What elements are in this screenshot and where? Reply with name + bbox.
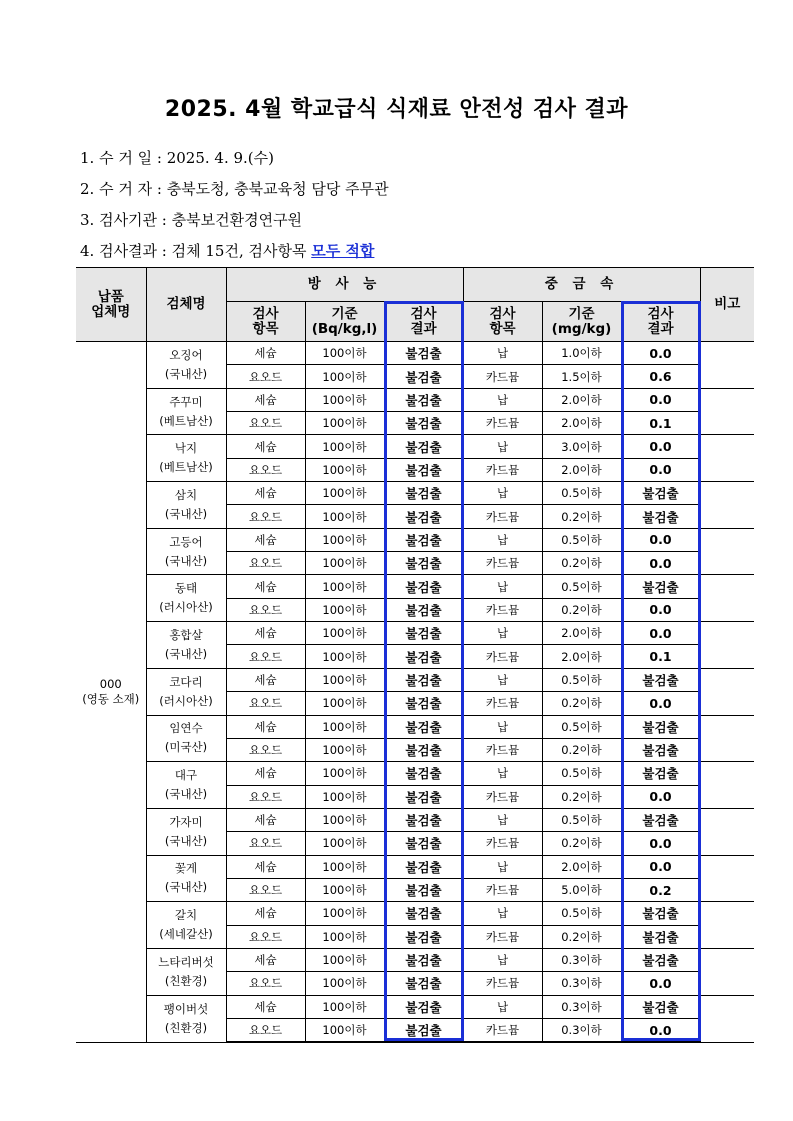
info-line-result [80, 240, 374, 261]
metal-cell: 0.0 [621, 342, 700, 365]
metal-cell: 카드뮴 [463, 738, 542, 761]
info-line-lab [80, 209, 302, 230]
radio-cell: 100이하 [305, 528, 384, 551]
metal-cell: 카드뮴 [463, 878, 542, 901]
metal-cell: 0.5이하 [542, 482, 621, 505]
note-cell [700, 668, 754, 715]
radio-cell: 100이하 [305, 505, 384, 528]
radio-cell: 불검출 [384, 948, 463, 971]
note-cell [700, 482, 754, 529]
metal-cell: 0.0 [621, 528, 700, 551]
metal-cell: 0.2이하 [542, 552, 621, 575]
radio-cell: 불검출 [384, 668, 463, 691]
radio-cell: 불검출 [384, 435, 463, 458]
note-cell [700, 388, 754, 435]
radio-cell: 요오드 [226, 738, 305, 761]
table-row [76, 808, 754, 831]
radio-cell: 불검출 [384, 808, 463, 831]
metal-cell: 불검출 [621, 925, 700, 948]
metal-cell: 0.6 [621, 365, 700, 388]
metal-cell: 불검출 [621, 505, 700, 528]
metal-cell: 0.2이하 [542, 692, 621, 715]
metal-cell: 불검출 [621, 482, 700, 505]
metal-cell: 카드뮴 [463, 365, 542, 388]
metal-cell: 불검출 [621, 808, 700, 831]
metal-cell: 0.2이하 [542, 505, 621, 528]
radio-cell: 요오드 [226, 645, 305, 668]
metal-cell: 카드뮴 [463, 505, 542, 528]
radio-cell: 100이하 [305, 948, 384, 971]
header-heavy-metal: 중 금 속 [463, 268, 700, 302]
sample-name-cell: 꽃게 (국내산) [146, 855, 226, 902]
metal-cell: 납 [463, 388, 542, 411]
radio-cell: 100이하 [305, 482, 384, 505]
table-row [76, 575, 754, 598]
header-note: 비고 [700, 268, 754, 342]
radio-cell: 불검출 [384, 622, 463, 645]
radio-cell: 불검출 [384, 575, 463, 598]
table-row [76, 528, 754, 551]
note-cell [700, 902, 754, 949]
metal-cell: 0.1 [621, 645, 700, 668]
info-value: 검체 15건, 검사항목 [171, 242, 312, 260]
radio-cell: 100이하 [305, 925, 384, 948]
metal-cell: 납 [463, 762, 542, 785]
metal-cell: 0.0 [621, 435, 700, 458]
radio-cell: 불검출 [384, 458, 463, 481]
metal-cell: 납 [463, 622, 542, 645]
radio-cell: 세슘 [226, 482, 305, 505]
note-cell [700, 342, 754, 389]
metal-cell: 0.3이하 [542, 1018, 621, 1042]
metal-cell: 0.2이하 [542, 925, 621, 948]
radio-cell: 세슘 [226, 902, 305, 925]
metal-cell: 2.0이하 [542, 622, 621, 645]
info-value: 2025. 4. 9.(수) [166, 149, 274, 167]
radio-cell: 불검출 [384, 645, 463, 668]
metal-cell: 0.2 [621, 878, 700, 901]
radio-cell: 100이하 [305, 832, 384, 855]
radio-cell: 세슘 [226, 948, 305, 971]
metal-cell: 카드뮴 [463, 925, 542, 948]
metal-cell: 2.0이하 [542, 412, 621, 435]
note-cell [700, 575, 754, 622]
header-metal-item: 검사 항목 [463, 302, 542, 342]
radio-cell: 불검출 [384, 902, 463, 925]
radio-cell: 세슘 [226, 435, 305, 458]
metal-cell: 0.5이하 [542, 528, 621, 551]
radio-cell: 세슘 [226, 388, 305, 411]
note-cell [700, 855, 754, 902]
radio-cell: 요오드 [226, 1018, 305, 1042]
metal-cell: 납 [463, 948, 542, 971]
radio-cell: 불검출 [384, 995, 463, 1018]
metal-cell: 0.0 [621, 785, 700, 808]
sample-name-cell: 홍합살 (국내산) [146, 622, 226, 669]
table-row [76, 482, 754, 505]
metal-cell: 납 [463, 715, 542, 738]
radio-cell: 불검출 [384, 832, 463, 855]
radio-cell: 불검출 [384, 482, 463, 505]
metal-cell: 0.2이하 [542, 598, 621, 621]
metal-cell: 2.0이하 [542, 855, 621, 878]
page-title: 2025. 4월 학교급식 식재료 안전성 검사 결과 [164, 97, 629, 122]
note-cell [700, 808, 754, 855]
metal-cell: 카드뮴 [463, 552, 542, 575]
radio-cell: 세슘 [226, 528, 305, 551]
metal-cell: 0.0 [621, 972, 700, 995]
radio-cell: 세슘 [226, 342, 305, 365]
table-row [76, 762, 754, 785]
metal-cell: 카드뮴 [463, 972, 542, 995]
radio-cell: 세슘 [226, 808, 305, 831]
sample-name-cell: 가자미 (국내산) [146, 808, 226, 855]
metal-cell: 불검출 [621, 762, 700, 785]
sample-name-cell: 낙지 (베트남산) [146, 435, 226, 482]
note-cell [700, 715, 754, 762]
header-radio-result: 검사 결과 [384, 302, 463, 342]
radio-cell: 100이하 [305, 342, 384, 365]
table-row [76, 435, 754, 458]
table-row [76, 995, 754, 1018]
metal-cell: 0.0 [621, 552, 700, 575]
radio-cell: 세슘 [226, 855, 305, 878]
metal-cell: 0.0 [621, 458, 700, 481]
radio-cell: 100이하 [305, 738, 384, 761]
metal-cell: 불검출 [621, 995, 700, 1018]
info-value: 충북보건환경연구원 [171, 211, 303, 229]
radio-cell: 불검출 [384, 365, 463, 388]
radio-cell: 세슘 [226, 995, 305, 1018]
info-label: 3. 검사기관 : [80, 211, 172, 229]
header-radio-standard: 기준 (Bq/kg,l) [305, 302, 384, 342]
metal-cell: 0.0 [621, 855, 700, 878]
radio-cell: 세슘 [226, 762, 305, 785]
radio-cell: 세슘 [226, 715, 305, 738]
radio-cell: 불검출 [384, 925, 463, 948]
radio-cell: 불검출 [384, 715, 463, 738]
radio-cell: 100이하 [305, 435, 384, 458]
radio-cell: 불검출 [384, 412, 463, 435]
metal-cell: 0.0 [621, 1018, 700, 1042]
radio-cell: 100이하 [305, 715, 384, 738]
sample-name-cell: 오징어 (국내산) [146, 342, 226, 389]
radio-cell: 100이하 [305, 575, 384, 598]
table-row [76, 948, 754, 971]
radio-cell: 100이하 [305, 552, 384, 575]
metal-cell: 2.0이하 [542, 458, 621, 481]
metal-cell: 1.5이하 [542, 365, 621, 388]
radio-cell: 100이하 [305, 668, 384, 691]
note-cell [700, 948, 754, 995]
metal-cell: 카드뮴 [463, 412, 542, 435]
metal-cell: 납 [463, 575, 542, 598]
metal-cell: 3.0이하 [542, 435, 621, 458]
radio-cell: 100이하 [305, 762, 384, 785]
sample-name-cell: 느타리버섯 (친환경) [146, 948, 226, 995]
radio-cell: 불검출 [384, 762, 463, 785]
note-cell [700, 435, 754, 482]
metal-cell: 2.0이하 [542, 388, 621, 411]
metal-cell: 0.5이하 [542, 762, 621, 785]
radio-cell: 100이하 [305, 598, 384, 621]
sample-name-cell: 대구 (국내산) [146, 762, 226, 809]
table-row [76, 622, 754, 645]
metal-cell: 불검출 [621, 715, 700, 738]
metal-cell: 카드뮴 [463, 1018, 542, 1042]
metal-cell: 0.3이하 [542, 948, 621, 971]
header-metal-result: 검사 결과 [621, 302, 700, 342]
metal-cell: 카드뮴 [463, 692, 542, 715]
radio-cell: 요오드 [226, 598, 305, 621]
metal-cell: 납 [463, 528, 542, 551]
metal-cell: 0.1 [621, 412, 700, 435]
header-radioactivity: 방 사 능 [226, 268, 463, 302]
radio-cell: 요오드 [226, 925, 305, 948]
metal-cell: 납 [463, 668, 542, 691]
metal-cell: 납 [463, 855, 542, 878]
radio-cell: 요오드 [226, 785, 305, 808]
sample-name-cell: 주꾸미 (베트남산) [146, 388, 226, 435]
radio-cell: 100이하 [305, 692, 384, 715]
table-row [76, 342, 754, 365]
radio-cell: 요오드 [226, 505, 305, 528]
radio-cell: 요오드 [226, 692, 305, 715]
metal-cell: 0.0 [621, 598, 700, 621]
sample-name-cell: 고등어 (국내산) [146, 528, 226, 575]
metal-cell: 납 [463, 482, 542, 505]
table-row [76, 855, 754, 878]
metal-cell: 카드뮴 [463, 832, 542, 855]
radio-cell: 100이하 [305, 808, 384, 831]
radio-cell: 100이하 [305, 878, 384, 901]
note-cell [700, 762, 754, 809]
sample-name-cell: 임연수 (미국산) [146, 715, 226, 762]
sample-name-cell: 삼치 (국내산) [146, 482, 226, 529]
metal-cell: 2.0이하 [542, 645, 621, 668]
info-label: 1. 수 거 일 : [80, 149, 167, 167]
radio-cell: 요오드 [226, 878, 305, 901]
sample-name-cell: 코다리 (러시아산) [146, 668, 226, 715]
metal-cell: 0.2이하 [542, 785, 621, 808]
metal-cell: 불검출 [621, 575, 700, 598]
radio-cell: 불검출 [384, 552, 463, 575]
radio-cell: 100이하 [305, 388, 384, 411]
metal-cell: 0.5이하 [542, 668, 621, 691]
metal-cell: 카드뮴 [463, 598, 542, 621]
table-row [76, 388, 754, 411]
radio-cell: 100이하 [305, 412, 384, 435]
metal-cell: 납 [463, 902, 542, 925]
radio-cell: 100이하 [305, 365, 384, 388]
radio-cell: 불검출 [384, 692, 463, 715]
radio-cell: 불검출 [384, 972, 463, 995]
radio-cell: 불검출 [384, 738, 463, 761]
radio-cell: 불검출 [384, 528, 463, 551]
inspection-results-table [76, 267, 754, 1043]
metal-cell: 0.0 [621, 832, 700, 855]
metal-cell: 납 [463, 342, 542, 365]
radio-cell: 100이하 [305, 902, 384, 925]
radio-cell: 불검출 [384, 598, 463, 621]
metal-cell: 불검출 [621, 902, 700, 925]
metal-cell: 0.5이하 [542, 575, 621, 598]
metal-cell: 납 [463, 995, 542, 1018]
radio-cell: 불검출 [384, 505, 463, 528]
header-radio-item: 검사 항목 [226, 302, 305, 342]
metal-cell: 0.0 [621, 622, 700, 645]
metal-cell: 카드뮴 [463, 785, 542, 808]
radio-cell: 요오드 [226, 458, 305, 481]
all-pass-highlight: 모두 적합 [311, 242, 375, 260]
radio-cell: 요오드 [226, 552, 305, 575]
radio-cell: 요오드 [226, 412, 305, 435]
radio-cell: 요오드 [226, 832, 305, 855]
metal-cell: 카드뮴 [463, 458, 542, 481]
metal-cell: 0.0 [621, 692, 700, 715]
table-body [76, 342, 754, 1043]
metal-cell: 0.2이하 [542, 832, 621, 855]
radio-cell: 불검출 [384, 388, 463, 411]
radio-cell: 불검출 [384, 1018, 463, 1042]
header-metal-standard: 기준 (mg/kg) [542, 302, 621, 342]
metal-cell: 0.3이하 [542, 995, 621, 1018]
sample-name-cell: 갈치 (세네갈산) [146, 902, 226, 949]
metal-cell: 불검출 [621, 668, 700, 691]
radio-cell: 불검출 [384, 785, 463, 808]
radio-cell: 불검출 [384, 855, 463, 878]
radio-cell: 요오드 [226, 365, 305, 388]
info-line-collector [80, 178, 389, 199]
metal-cell: 0.0 [621, 388, 700, 411]
table-row [76, 668, 754, 691]
metal-cell: 카드뮴 [463, 645, 542, 668]
metal-cell: 0.3이하 [542, 972, 621, 995]
metal-cell: 5.0이하 [542, 878, 621, 901]
radio-cell: 100이하 [305, 855, 384, 878]
table-row [76, 715, 754, 738]
metal-cell: 0.5이하 [542, 808, 621, 831]
sample-name-cell: 팽이버섯 (친환경) [146, 995, 226, 1042]
note-cell [700, 995, 754, 1042]
radio-cell: 불검출 [384, 342, 463, 365]
metal-cell: 1.0이하 [542, 342, 621, 365]
metal-cell: 불검출 [621, 738, 700, 761]
info-value: 충북도청, 충북교육청 담당 주무관 [166, 180, 389, 198]
radio-cell: 100이하 [305, 1018, 384, 1042]
info-label: 2. 수 거 자 : [80, 180, 167, 198]
radio-cell: 100이하 [305, 995, 384, 1018]
metal-cell: 납 [463, 808, 542, 831]
metal-cell: 0.2이하 [542, 738, 621, 761]
info-label: 4. 검사결과 : [80, 242, 172, 260]
metal-cell: 0.5이하 [542, 715, 621, 738]
radio-cell: 세슘 [226, 622, 305, 645]
radio-cell: 100이하 [305, 645, 384, 668]
radio-cell: 100이하 [305, 622, 384, 645]
metal-cell: 납 [463, 435, 542, 458]
radio-cell: 불검출 [384, 878, 463, 901]
table-row [76, 902, 754, 925]
supplier-cell: 000 (영동 소재) [76, 342, 146, 1043]
radio-cell: 100이하 [305, 972, 384, 995]
note-cell [700, 528, 754, 575]
metal-cell: 불검출 [621, 948, 700, 971]
metal-cell: 0.5이하 [542, 902, 621, 925]
radio-cell: 100이하 [305, 785, 384, 808]
radio-cell: 요오드 [226, 972, 305, 995]
note-cell [700, 622, 754, 669]
radio-cell: 세슘 [226, 575, 305, 598]
radio-cell: 100이하 [305, 458, 384, 481]
header-sample: 검체명 [146, 268, 226, 342]
radio-cell: 세슘 [226, 668, 305, 691]
info-line-collection-date [80, 147, 274, 168]
header-supplier: 납품 업체명 [76, 268, 146, 342]
sample-name-cell: 동태 (러시아산) [146, 575, 226, 622]
